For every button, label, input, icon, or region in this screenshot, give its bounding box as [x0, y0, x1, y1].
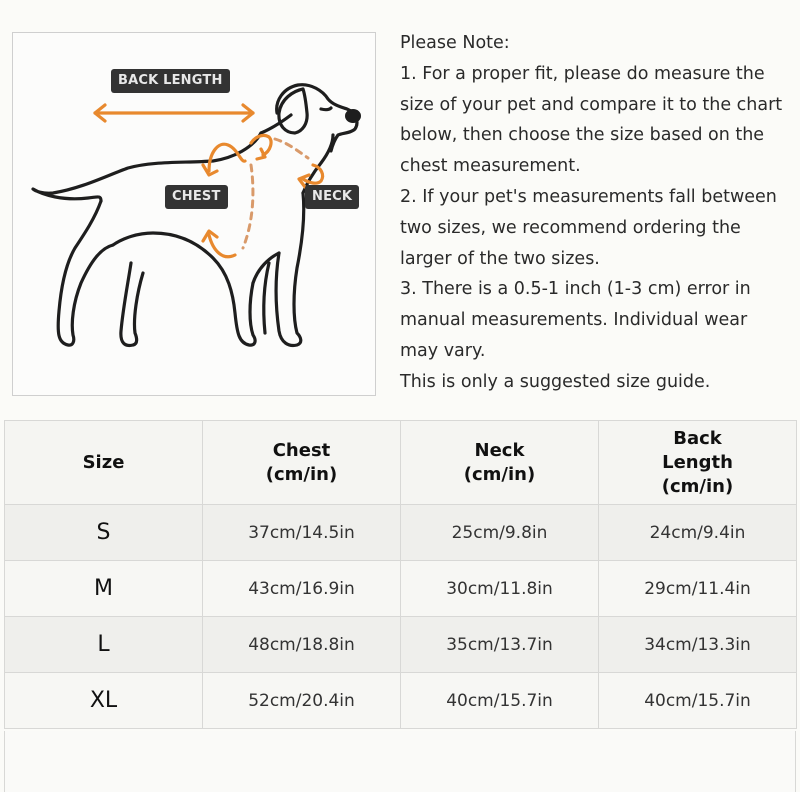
- note-line: 1. For a proper fit, please do measure the: [400, 63, 765, 84]
- back-length-cell: 34cm/13.3in: [599, 617, 797, 673]
- chest-cell: 48cm/18.8in: [203, 617, 401, 673]
- header-size-text: Size: [82, 451, 125, 473]
- size-cell: XL: [5, 673, 203, 729]
- size-cell: L: [5, 617, 203, 673]
- dog-measurement-diagram: [12, 32, 376, 396]
- header-size: [5, 421, 203, 505]
- note-line: 3. There is a 0.5-1 inch (1-3 cm) error in: [400, 279, 751, 300]
- table-row: [5, 505, 797, 561]
- chest-cell: 43cm/16.9in: [203, 561, 401, 617]
- header-chest: [203, 421, 401, 505]
- note-line: may vary.: [400, 340, 486, 361]
- back-length-label: BACK LENGTH: [111, 69, 230, 93]
- table-header-row: [5, 421, 797, 505]
- header-back-length: [599, 421, 797, 505]
- note-line: larger of the two sizes.: [400, 248, 600, 269]
- header-neck-text: Neck: [474, 439, 525, 461]
- neck-cell: 40cm/15.7in: [401, 673, 599, 729]
- header-back-text: Back: [673, 427, 722, 449]
- note-line: This is only a suggested size guide.: [400, 371, 711, 392]
- neck-label: NECK: [305, 185, 359, 209]
- header-length-text: Length: [662, 451, 733, 473]
- back-length-cell: 29cm/11.4in: [599, 561, 797, 617]
- sizing-notes: [400, 28, 800, 398]
- size-cell: M: [5, 561, 203, 617]
- header-back-unit: (cm/in): [661, 475, 734, 497]
- neck-cell: 30cm/11.8in: [401, 561, 599, 617]
- note-line: 2. If your pet's measurements fall between: [400, 186, 777, 207]
- note-line: size of your pet and compare it to the chart: [400, 94, 783, 115]
- back-length-cell: 40cm/15.7in: [599, 673, 797, 729]
- notes-heading: Please Note:: [400, 33, 510, 53]
- size-cell: S: [5, 505, 203, 561]
- table-row: [5, 617, 797, 673]
- header-neck: [401, 421, 599, 505]
- neck-cell: 35cm/13.7in: [401, 617, 599, 673]
- table-footer-blank: [4, 731, 796, 792]
- back-length-cell: 24cm/9.4in: [599, 505, 797, 561]
- note-line: chest measurement.: [400, 156, 581, 177]
- header-neck-unit: (cm/in): [463, 463, 536, 485]
- chest-cell: 37cm/14.5in: [203, 505, 401, 561]
- neck-cell: 25cm/9.8in: [401, 505, 599, 561]
- table-row: [5, 673, 797, 729]
- header-chest-text: Chest: [272, 439, 331, 461]
- header-chest-unit: (cm/in): [265, 463, 338, 485]
- note-line: below, then choose the size based on the: [400, 125, 765, 146]
- note-line: two sizes, we recommend ordering the: [400, 217, 741, 238]
- table-row: [5, 561, 797, 617]
- size-chart-table: [4, 420, 797, 729]
- chest-label: CHEST: [165, 185, 228, 209]
- chest-cell: 52cm/20.4in: [203, 673, 401, 729]
- note-line: manual measurements. Individual wear: [400, 310, 748, 331]
